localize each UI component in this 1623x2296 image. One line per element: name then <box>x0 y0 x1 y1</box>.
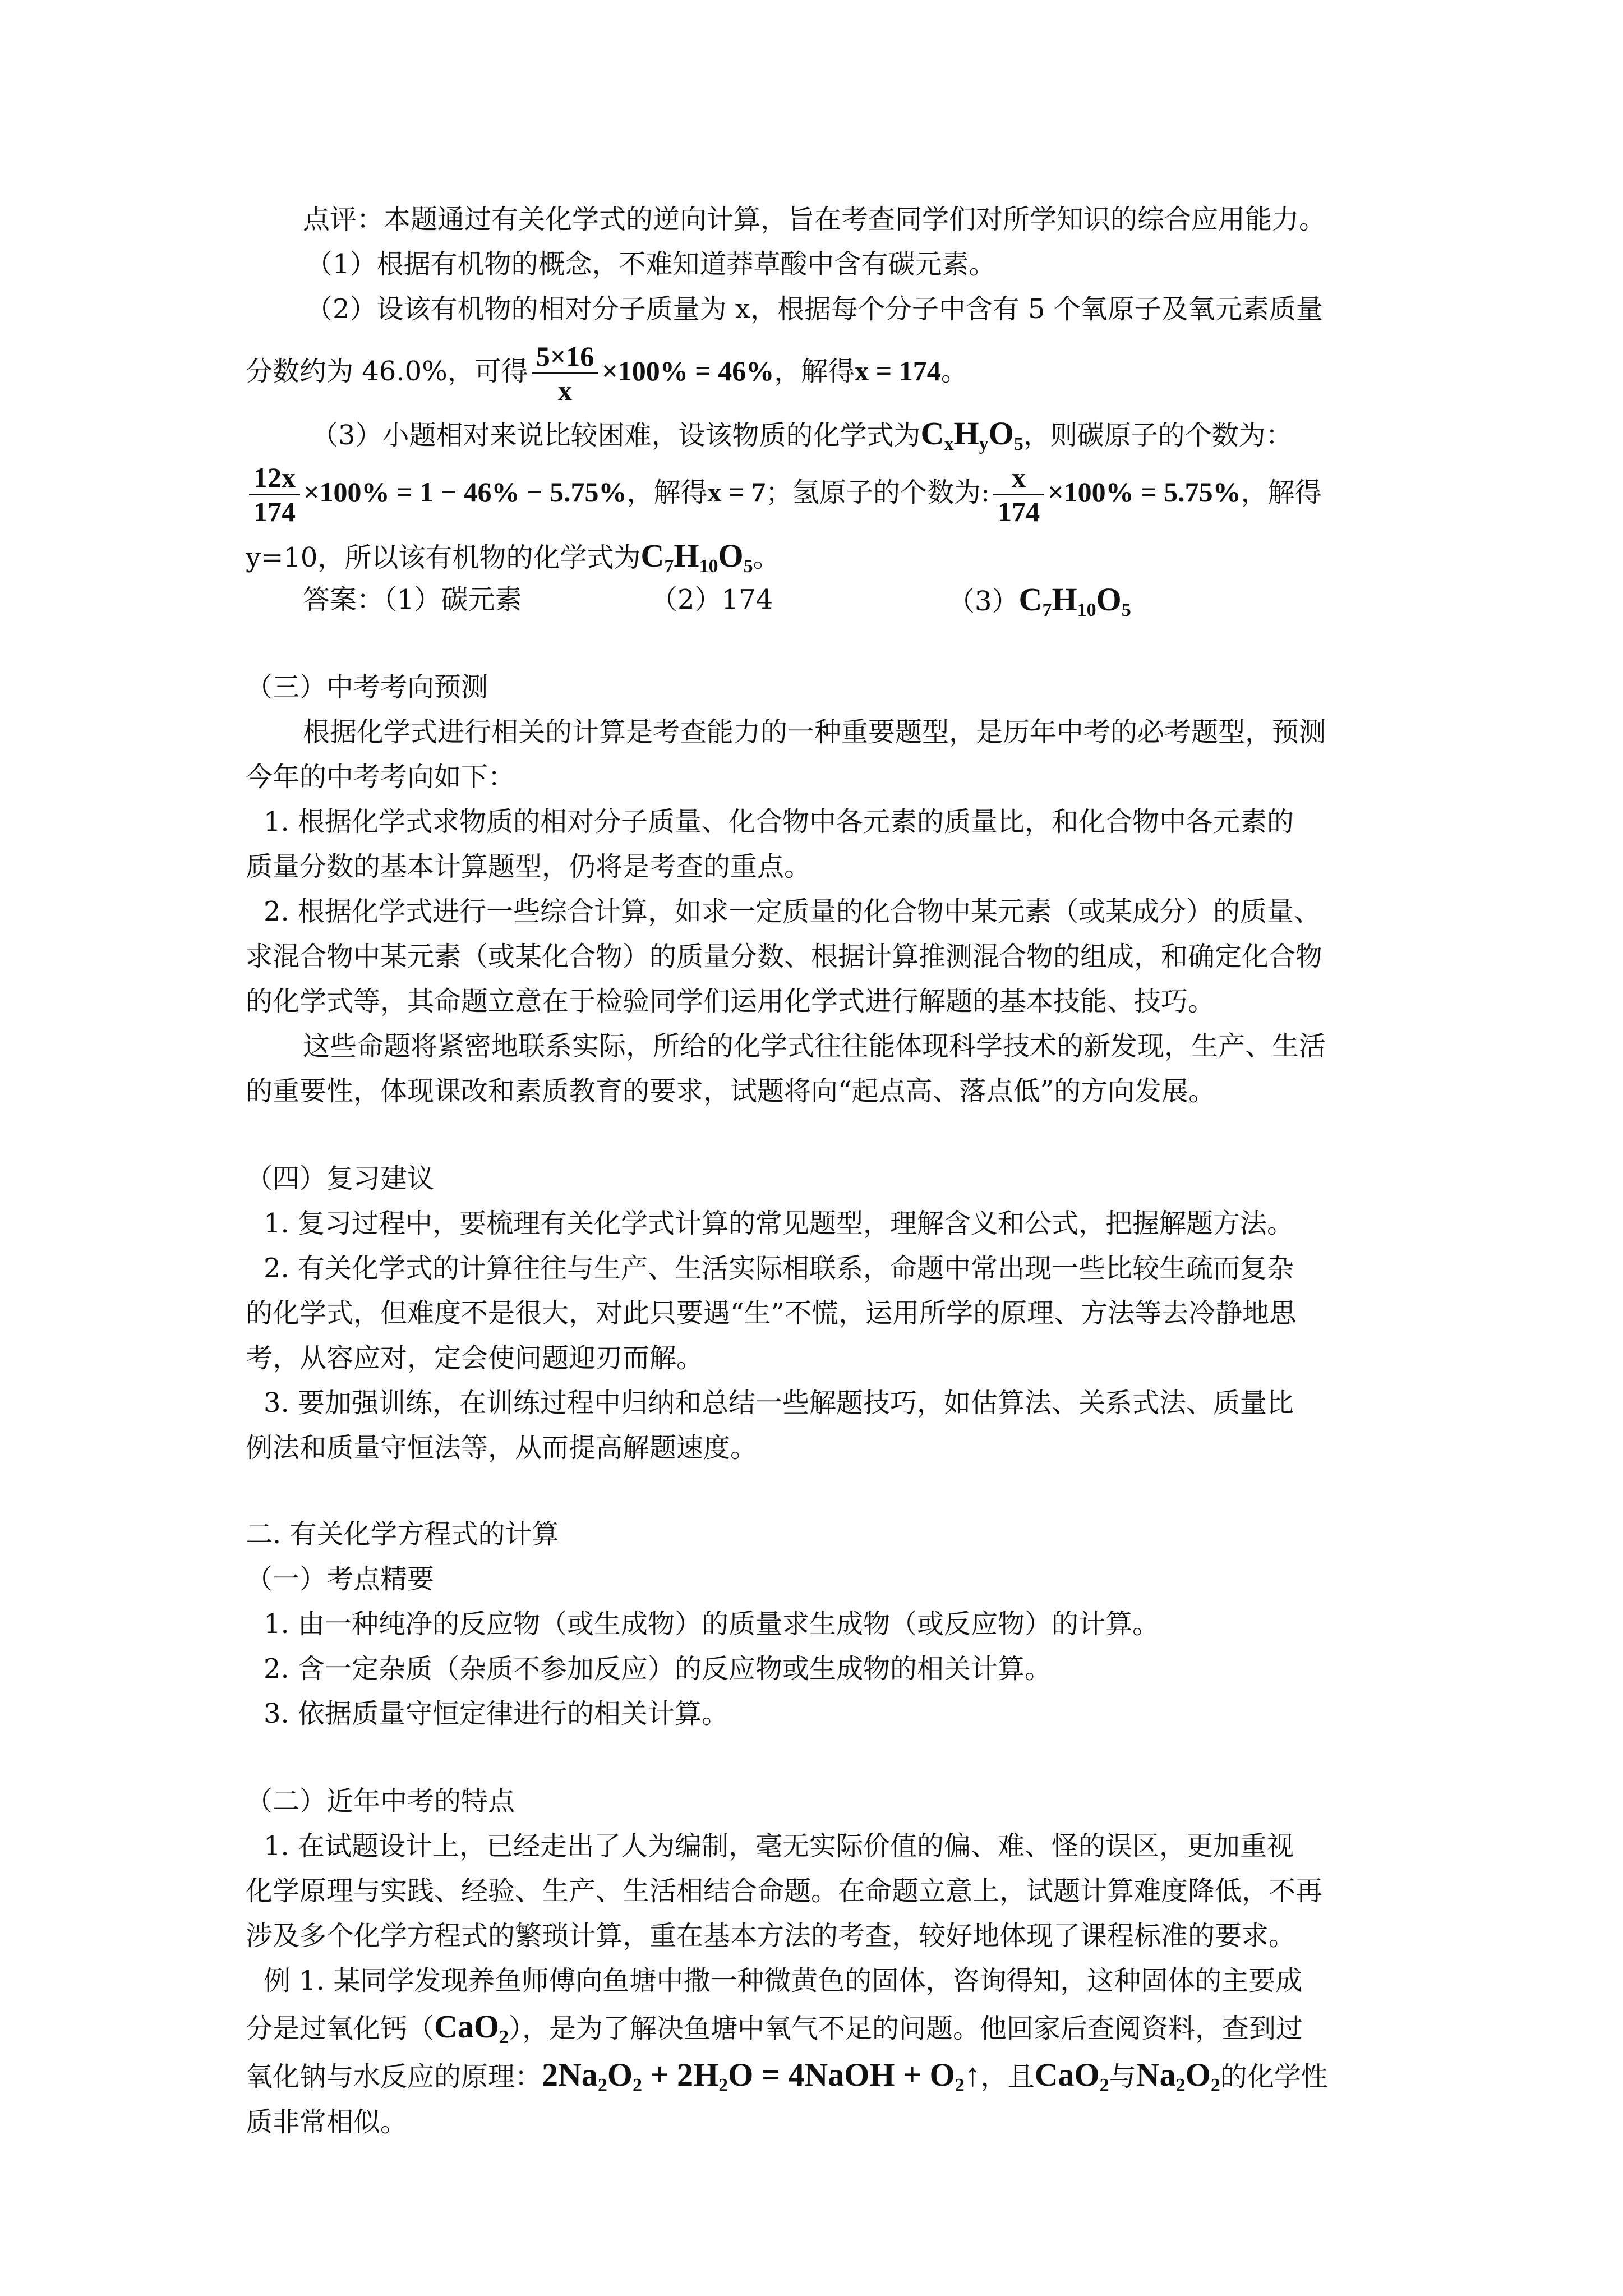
review-p2-mid: ，解得 <box>774 356 855 387</box>
part2-f1-line2: 化学原理与实践、经验、生产、生活相结合命题。在命题立意上，试题计算难度降低，不再 <box>246 1875 1323 1907</box>
section4-p2-line3: 考，从容应对，定会使问题迎刃而解。 <box>246 1342 704 1374</box>
review-p3-mid1: ，解得 <box>626 477 708 508</box>
review-intro: 点评：本题通过有关化学式的逆向计算，旨在考查同学们对所学知识的综合应用能力。 <box>303 204 1326 235</box>
fraction-12x-over-174: $\frac{12x}{174}$ <box>249 461 300 528</box>
section3-p4-line2: 的重要性，体现课改和素质教育的要求，试题将向“起点高、落点低”的方向发展。 <box>246 1075 1216 1107</box>
fraction-denominator: x <box>558 375 572 406</box>
carbon-expression: ×100% = 1 − 46% − 5.75% <box>303 476 627 508</box>
review-p3-post: ，则碳原子的个数为： <box>1023 420 1293 451</box>
formula-cao2-inline: CaO$_2$ <box>1034 2056 1109 2096</box>
section4-p2-line1: 2. 有关化学式的计算往往与生产、生活实际相联系，命题中常出现一些比较生疏而复杂 <box>264 1253 1294 1284</box>
part2-item1: 1. 由一种纯净的反应物（或生成物）的质量求生成物（或反应物）的计算。 <box>264 1608 1160 1640</box>
example1-line4: 质非常相似。 <box>246 2106 408 2138</box>
review-p3-conclusion: y=10，所以该有机物的化学式为 <box>246 542 641 573</box>
section3-p4-line1: 这些命题将紧密地联系实际，所给的化学式往往能体现科学技术的新发现，生产、生活 <box>303 1030 1326 1062</box>
part2-f1-line3: 涉及多个化学方程式的繁琐计算，重在基本方法的考查，较好地体现了课程标准的要求。 <box>246 1920 1296 1952</box>
result-x-174: x = 174 <box>855 355 941 386</box>
section4-p1: 1. 复习过程中，要梳理有关化学式计算的常见题型，理解含义和公式，把握解题方法。 <box>264 1208 1294 1239</box>
section3-p2-line2: 质量分数的基本计算题型，仍将是考查的重点。 <box>246 851 811 882</box>
section4-p2-line2: 的化学式，但难度不是很大，对此只要遇“生”不慌，运用所学的原理、方法等去冷静地思 <box>246 1297 1297 1329</box>
review-p3-mid2: ；氢原子的个数为: <box>765 477 990 508</box>
section3-p3-line1: 2. 根据化学式进行一些综合计算，如求一定质量的化合物中某元素（或某成分）的质量、 <box>264 896 1321 927</box>
part2-item2: 2. 含一定杂质（杂质不参加反应）的反应物或生成物的相关计算。 <box>264 1653 1052 1685</box>
review-p1: （1）根据有机物的概念，不难知道莽草酸中含有碳元素。 <box>306 249 996 280</box>
formula-na2o2: $Na_2O_2$ <box>1136 2056 1220 2096</box>
answer-line <box>303 581 522 618</box>
review-p3-end: ，解得 <box>1241 477 1322 508</box>
formula-c7h10o5: $C_7H_{10}O_5$ <box>640 537 753 577</box>
review-p2-line2 <box>246 340 968 407</box>
section3-p3-line2: 求混合物中某元素（或某化合物）的质量分数、根据计算推测混合物的组成，和确定化合物 <box>246 941 1323 972</box>
formula-cao2: CaO$_2$ <box>434 2008 509 2047</box>
review-p3-line1 <box>311 415 1293 454</box>
review-p2-end: 。 <box>940 356 968 387</box>
fraction-5x16-over-x <box>532 340 599 407</box>
gas-arrow-icon: ↑ <box>964 2056 981 2093</box>
section4-p3-line1: 3. 要加强训练，在训练过程中归纳和总结一些解题技巧，如估算法、关系式法、质量比 <box>264 1387 1294 1419</box>
fraction-x-over-174: $\frac{x}{174}$ <box>993 461 1044 528</box>
part2-item3: 3. 依据质量守恒定律进行的相关计算。 <box>264 1698 729 1729</box>
section3-heading: （三）中考考向预测 <box>246 671 488 703</box>
result-x-7: x = 7 <box>707 476 766 508</box>
formula-cxhyo5: $C_xH_yO_5$ <box>920 415 1023 454</box>
section3-p3-line3: 的化学式等，其命题立意在于检验同学们运用化学式进行解题的基本技能、技巧。 <box>246 986 1215 1017</box>
section4-p3-line2: 例法和质量守恒法等，从而提高解题速度。 <box>246 1432 758 1464</box>
section3-p1-line2: 今年的中考考向如下： <box>246 761 515 793</box>
answer-formula-c7h10o5: $C_7H_{10}O_5$ <box>1018 581 1131 620</box>
review-p2-line1: （2）设该有机物的相对分子质量为 x，根据每个分子中含有 5 个氧原子及氧元素质量 <box>306 293 1323 325</box>
review-p3-line2 <box>246 461 1322 528</box>
part2-f1-line1: 1. 在试题设计上，已经走出了人为编制，毫无实际价值的偏、难、怪的误区，更加重视 <box>264 1830 1294 1862</box>
answer-3: $(3)C_7H_{10}O_5$ <box>948 581 1131 620</box>
part2-heading: 二. 有关化学方程式的计算 <box>246 1519 559 1550</box>
reaction-equation: $2Na_2O_2 + 2H_2O$ = 4NaOH + $O_2↑$ <box>542 2056 981 2096</box>
part2-sub1: （一）考点精要 <box>246 1563 435 1595</box>
example1-line3: 氧化钠与水反应的原理：$2Na_2O_2 + 2H_2O$ = 4NaOH + $O_2↑$，且CaO$_2$与$Na_2O_2$的化学性 <box>246 2056 1328 2096</box>
review-p2-text: 分数约为 46.0%，可得 <box>246 356 528 387</box>
answer-1: 答案：（1）碳元素 <box>303 584 522 615</box>
fraction-numerator: 5×16 <box>532 340 599 374</box>
review-p3-text: （3）小题相对来说比较困难，设该物质的化学式为 <box>311 420 921 451</box>
example1-line1: 例 1. 某同学发现养鱼师傅向鱼塘中撒一种微黄色的固体，咨询得知，这种固体的主要成 <box>264 1965 1303 1996</box>
part2-sub2: （二）近年中考的特点 <box>246 1786 515 1817</box>
example1-line2: 分是过氧化钙（CaO$_2$），是为了解决鱼塘中氧气不足的问题。他回家后查阅资料，查到过 <box>246 2008 1303 2047</box>
answer-2: （2）174 <box>651 584 773 615</box>
section3-p1-line1: 根据化学式进行相关的计算是考查能力的一种重要题型，是历年中考的必考题型，预测 <box>303 716 1326 748</box>
section3-p2-line1: 1. 根据化学式求物质的相对分子质量、化合物中各元素的质量比，和化合物中各元素的 <box>264 806 1294 838</box>
percent-expression: ×100% = 46% <box>602 355 774 386</box>
review-p3-line3: y=10，所以该有机物的化学式为$C_7H_{10}O_5$。 <box>246 537 780 577</box>
hydrogen-expression: ×100% = 5.75% <box>1048 476 1241 508</box>
section4-heading: （四）复习建议 <box>246 1163 435 1194</box>
